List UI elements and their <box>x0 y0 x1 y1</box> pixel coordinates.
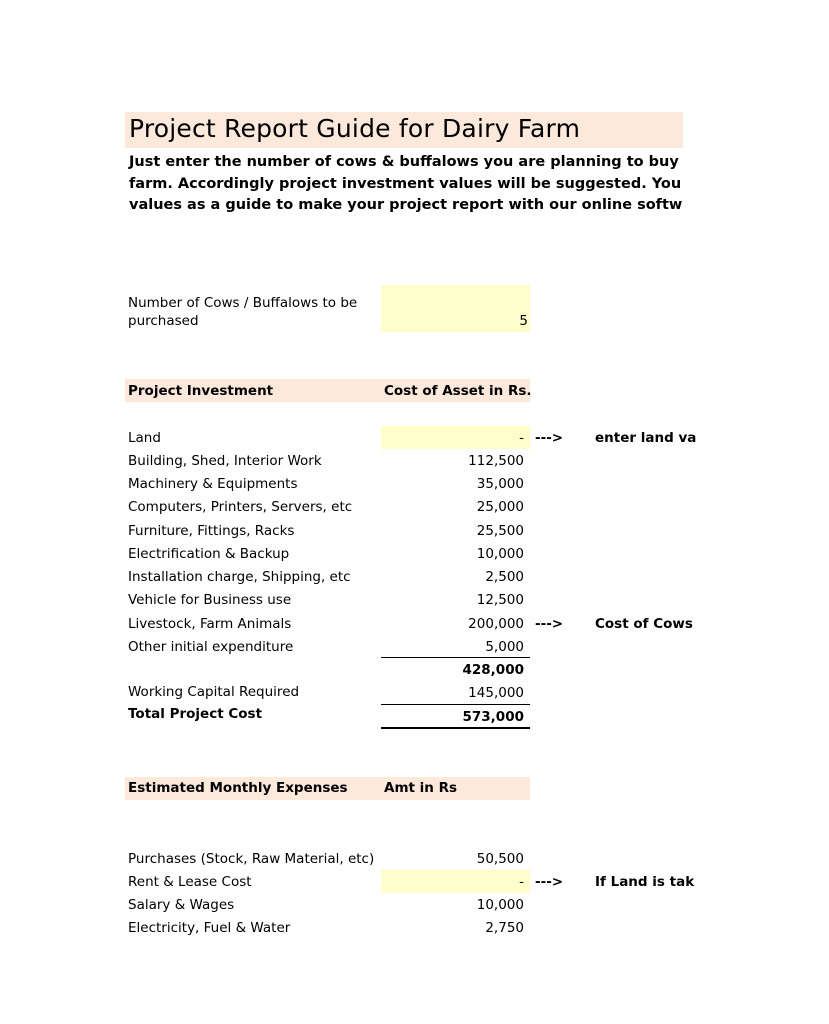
expense-row-value: 2,750 <box>485 920 524 936</box>
intro-line: Just enter the number of cows & buffalows you are planning to buy <box>129 154 679 170</box>
working-capital-value: 145,000 <box>468 685 524 701</box>
arrow-indicator: ---> <box>535 874 564 890</box>
animals-label-line1: Number of Cows / Buffalows to be <box>128 295 358 311</box>
investment-header-value: Cost of Asset in Rs. <box>384 383 532 399</box>
expense-row-label: Rent & Lease Cost <box>128 874 252 890</box>
expense-row-label: Salary & Wages <box>128 897 235 913</box>
investment-row-value: 5,000 <box>485 639 524 655</box>
investment-row-label: Computers, Printers, Servers, etc <box>128 499 353 515</box>
investment-row-label: Land <box>128 430 161 446</box>
expenses-header-label: Estimated Monthly Expenses <box>128 780 348 796</box>
investment-row-label: Installation charge, Shipping, etc <box>128 569 351 585</box>
investment-row-label: Livestock, Farm Animals <box>128 616 292 632</box>
total-project-cost-label: Total Project Cost <box>128 706 263 722</box>
investment-header-label: Project Investment <box>128 383 274 399</box>
arrow-indicator: ---> <box>535 616 564 632</box>
subtotal-rule <box>381 657 530 658</box>
investment-row-label: Electrification & Backup <box>128 546 290 562</box>
investment-row-label: Vehicle for Business use <box>128 592 292 608</box>
total-top-rule <box>381 704 530 705</box>
expense-row-label: Electricity, Fuel & Water <box>128 920 291 936</box>
intro-line: farm. Accordingly project investment values will be suggested. You <box>129 175 682 192</box>
working-capital-label: Working Capital Required <box>128 684 300 700</box>
rent-note: If Land is tak <box>595 874 695 890</box>
investment-row-label: Machinery & Equipments <box>128 476 298 492</box>
investment-row-value: 35,000 <box>476 476 524 492</box>
investment-row-value: 25,500 <box>476 523 524 539</box>
animals-label-line2: purchased <box>128 313 199 329</box>
page-title: Project Report Guide for Dairy Farm <box>129 114 581 143</box>
expense-row-value[interactable]: - <box>519 874 524 890</box>
investment-row-value: 12,500 <box>476 592 524 608</box>
investment-row-label: Other initial expenditure <box>128 639 294 655</box>
investment-row-value: 200,000 <box>468 616 524 632</box>
arrow-indicator: ---> <box>535 430 564 446</box>
expense-row-value: 10,000 <box>476 897 524 913</box>
expenses-header-value: Amt in Rs <box>384 780 458 796</box>
total-bottom-rule <box>381 727 530 729</box>
investment-row-value: 25,000 <box>476 499 524 515</box>
expense-row-value: 50,500 <box>476 851 524 867</box>
investment-row-label: Building, Shed, Interior Work <box>128 453 322 469</box>
investment-row-value[interactable]: - <box>519 430 524 446</box>
expense-row-label: Purchases (Stock, Raw Material, etc) <box>128 851 375 867</box>
total-project-cost-value: 573,000 <box>462 709 524 725</box>
intro-text <box>129 152 829 217</box>
investment-subtotal: 428,000 <box>462 662 524 678</box>
livestock-note: Cost of Cows <box>595 616 693 632</box>
animals-count-value[interactable]: 5 <box>519 313 528 329</box>
investment-row-value: 112,500 <box>468 453 524 469</box>
investment-row-label: Furniture, Fittings, Racks <box>128 523 295 539</box>
investment-row-value: 2,500 <box>485 569 524 585</box>
intro-line: values as a guide to make your project report with our online softw <box>129 197 683 213</box>
land-note: enter land va <box>595 430 697 446</box>
investment-row-value: 10,000 <box>476 546 524 562</box>
